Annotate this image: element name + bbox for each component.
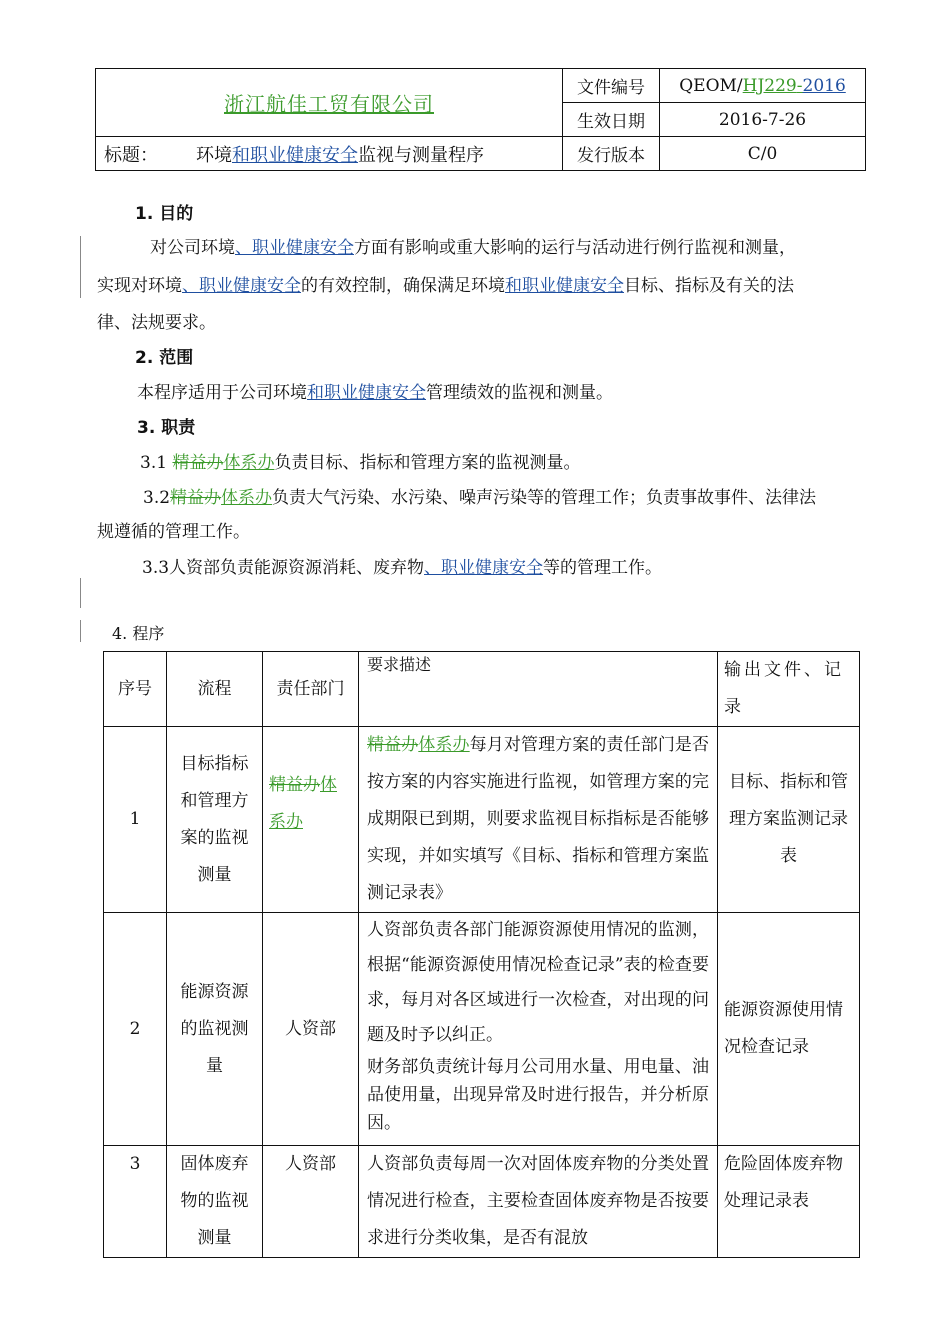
row-dept: 人资部 (263, 913, 359, 1146)
version-label: 发行版本 (563, 137, 660, 171)
effective-date-label: 生效日期 (563, 103, 660, 137)
table-row (104, 913, 860, 1146)
row-flow: 能源资源的监视测量 (167, 913, 263, 1146)
section-2-line: 本程序适用于公司环境和职业健康安全管理绩效的监视和测量。 (137, 383, 613, 403)
row-flow: 目标指标和管理方案的监视测量 (167, 727, 263, 913)
title-part-2: 和职业健康安全 (232, 144, 358, 166)
doc-no-prefix: QEOM/ (679, 75, 743, 96)
title-part-1: 环境 (196, 144, 232, 166)
row-no: 1 (104, 727, 167, 913)
change-bar (80, 236, 81, 298)
row-no: 2 (104, 913, 167, 1146)
col-header-output: 输出文件、记录 (718, 652, 860, 727)
document-header (95, 68, 866, 171)
doc-no-code: HJ229 (742, 75, 797, 96)
section-3-2: 3.2精益办体系办负责大气污染、水污染、噪声污染等的管理工作；负责事故事件、法律法 (143, 488, 817, 508)
table-row (104, 727, 860, 913)
col-header-desc: 要求描述 (359, 652, 718, 727)
row-flow: 固体废弃物的监视测量 (167, 1146, 263, 1258)
section-1-line-3: 律、法规要求。 (97, 313, 216, 333)
section-3-heading: 3. 职责 (137, 418, 196, 438)
row-output: 目标、指标和管理方案监测记录表 (718, 727, 860, 913)
row-desc: 人资部负责各部门能源资源使用情况的监测，根据“能源资源使用情况检查记录”表的检查要求，每月对各区域进行一次检查，对出现的问题及时予以纠正。 财务部负责统计每月公司用水量、用电量、油品使用量，出现异常及时进行报告，并分析原因。 (359, 913, 718, 1146)
company-name: 浙江航佳工贸有限公司 (224, 92, 434, 116)
row-output: 危险固体废弃物处理记录表 (718, 1146, 860, 1258)
row-no: 3 (104, 1146, 167, 1258)
row-desc: 精益办体系办每月对管理方案的责任部门是否按方案的内容实施进行监视，如管理方案的完成期限已到期，则要求监视目标指标是否能够实现，并如实填写《目标、指标和管理方案监测记录表》 (359, 727, 718, 913)
section-1-line-2: 实现对环境、职业健康安全的有效控制，确保满足环境和职业健康安全目标、指标及有关的法 (97, 276, 794, 296)
col-header-no: 序号 (104, 652, 167, 727)
title-label: 标题： (104, 144, 158, 166)
col-header-dept: 责任部门 (263, 652, 359, 727)
col-header-flow: 流程 (167, 652, 263, 727)
change-bar (80, 620, 81, 642)
doc-no-label: 文件编号 (563, 69, 660, 103)
company-name-cell (96, 69, 563, 137)
doc-no-dash: - (796, 75, 803, 96)
section-3-1: 3.1 精益办体系办负责目标、指标和管理方案的监视测量。 (140, 453, 581, 473)
row-dept: 精益办体系办 (263, 727, 359, 913)
section-1-heading: 1. 目的 (135, 204, 194, 224)
title-cell (96, 137, 563, 171)
section-3-3: 3.3人资部负责能源资源消耗、废弃物、职业健康安全等的管理工作。 (142, 558, 663, 578)
section-4-heading: 4. 程序 (112, 624, 165, 643)
section-3-2-line-2: 规遵循的管理工作。 (97, 522, 250, 542)
section-1-line-1: 对公司环境、职业健康安全方面有影响或重大影响的运行与活动进行例行监视和测量， (150, 238, 796, 258)
table-row (104, 1146, 860, 1258)
section-2-heading: 2. 范围 (135, 348, 194, 368)
row-dept: 人资部 (263, 1146, 359, 1258)
doc-no-year: 2016 (802, 75, 846, 96)
effective-date-value: 2016-7-26 (660, 103, 866, 137)
doc-no-value (660, 69, 866, 103)
procedure-table (103, 651, 860, 1258)
table-header-row (104, 652, 860, 727)
row-desc: 人资部负责每周一次对固体废弃物的分类处置情况进行检查，主要检查固体废弃物是否按要求进行分类收集，是否有混放 (359, 1146, 718, 1258)
title-part-3: 监视与测量程序 (358, 144, 484, 166)
version-value: C/0 (660, 137, 866, 171)
change-bar (80, 578, 81, 608)
row-output: 能源资源使用情况检查记录 (718, 913, 860, 1146)
